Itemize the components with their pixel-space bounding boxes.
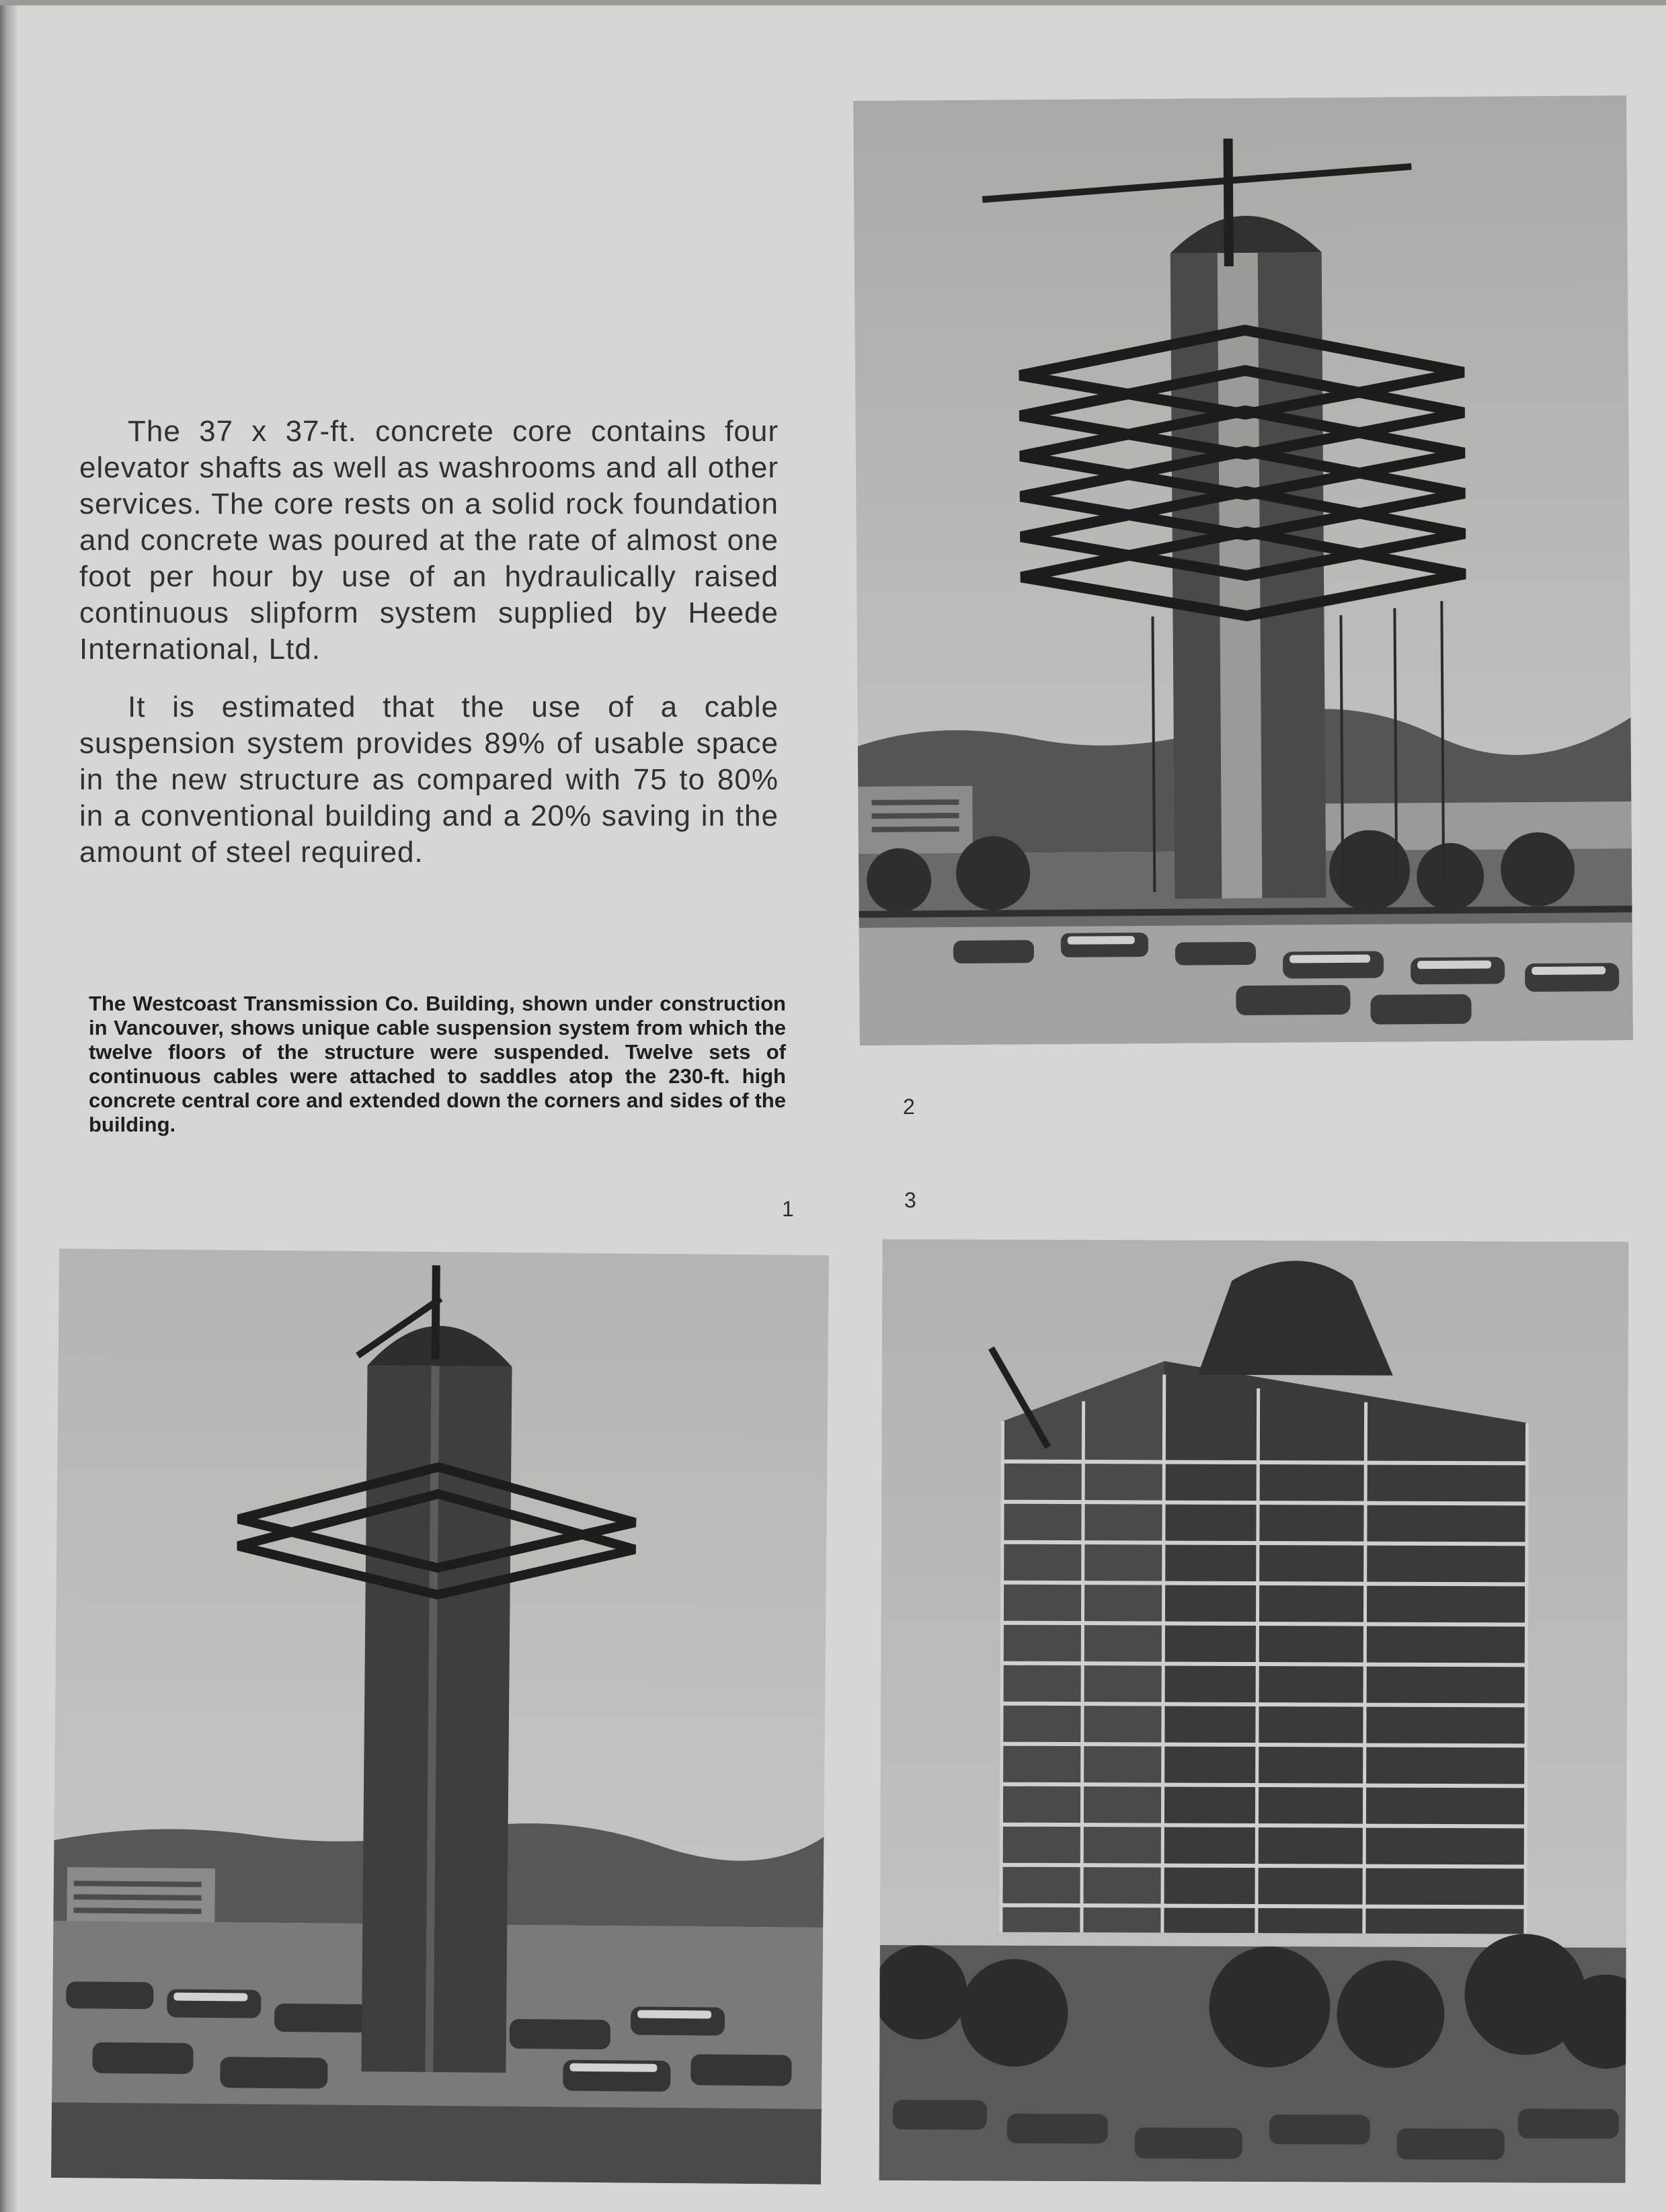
page-top-edge — [0, 0, 1666, 5]
paragraph-text: The 37 x 37-ft. concrete core contains four elevator shafts as well as washrooms and all other services. The core rests on a solid rock foundation and concrete was poured at the rate of almost one foot per hour by use of an hydraulically raised continuous slipform system supplied by Heede International, Ltd. — [79, 415, 779, 666]
body-paragraph-core — [79, 413, 779, 668]
body-paragraph-cable-system — [79, 689, 779, 871]
photo-caption: The Westcoast Transmission Co. Building, shown under construction in Vancouver, shows unique cable suspension system from which the twelve floors of the structure were suspended. Twelve sets of continuous cables were attached to saddles atop the 230-ft. high concrete central core and extended down the corners and sides of the building. — [89, 992, 786, 1136]
photo-tower-frames-raised — [853, 95, 1633, 1045]
paragraph-text: It is estimated that the use of a cable suspension system provides 89% of usable space in the new structure as compared with 75 to 80% in a conventional building and a 20% saving in the amount of steel required. — [79, 690, 779, 869]
page-spine-shadow — [0, 0, 17, 2212]
figure-number-1: 1 — [782, 1197, 794, 1221]
figure-number-3: 3 — [904, 1188, 916, 1212]
photo-floors-suspended — [879, 1239, 1629, 2183]
figure-number-2: 2 — [903, 1095, 915, 1119]
photo-core-first-frame — [51, 1249, 829, 2184]
